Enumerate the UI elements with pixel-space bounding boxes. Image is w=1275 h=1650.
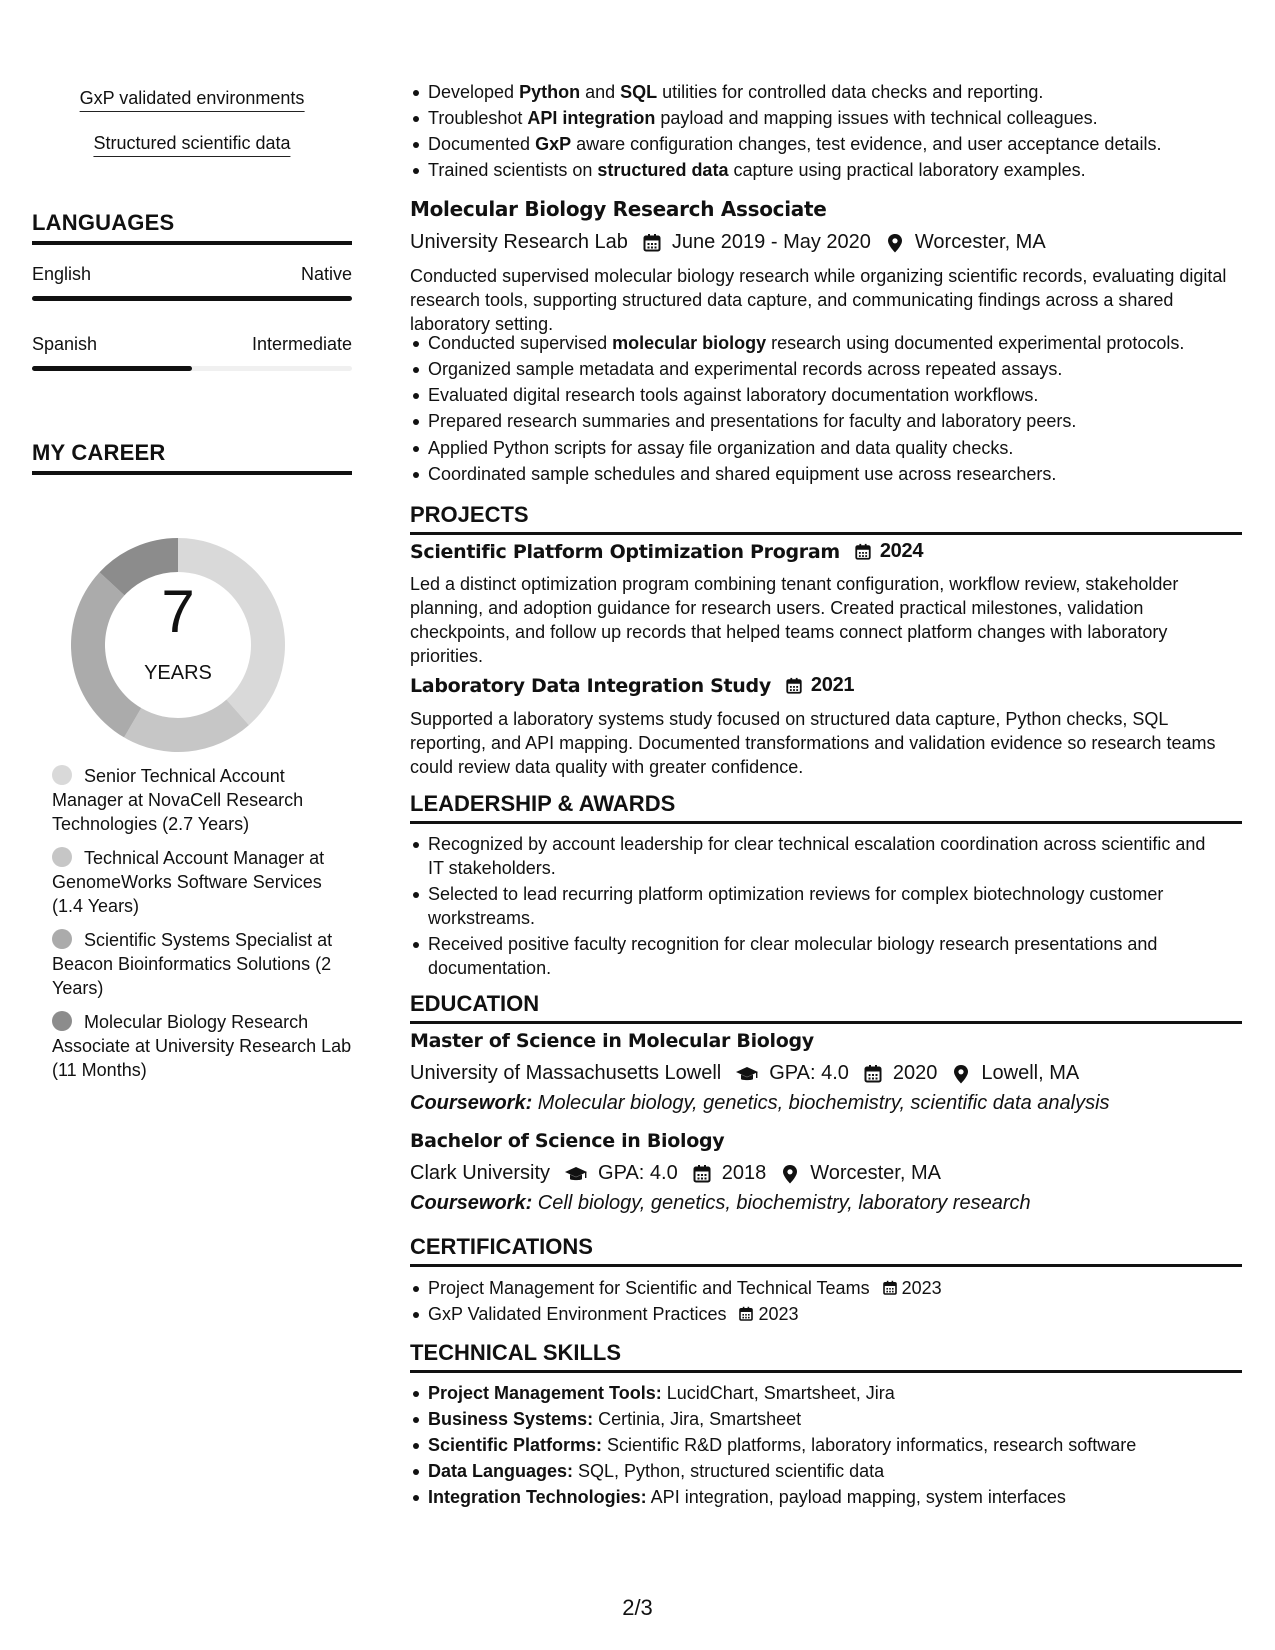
graduation-cap-icon — [564, 1164, 588, 1184]
skill-value: SQL, Python, structured scientific data — [573, 1461, 885, 1481]
list-item: Recognized by account leadership for clear technical escalation coordination across scientific and IT stakeholders. — [410, 832, 1210, 880]
calendar-icon — [882, 1280, 898, 1296]
education-meta — [410, 1062, 1079, 1085]
calendar-icon — [642, 233, 662, 253]
certification-year: 2023 — [901, 1278, 942, 1298]
job-dates: June 2019 - May 2020 — [671, 231, 871, 253]
graduation-year: 2020 — [892, 1062, 938, 1084]
list-item: Developed Python and SQL utilities for controlled data checks and reporting. — [410, 80, 1242, 104]
language-level: Intermediate — [251, 334, 352, 354]
list-item — [410, 1433, 1242, 1457]
language-name: English — [32, 264, 92, 284]
project-title — [410, 540, 923, 563]
language-proficiency-fill — [32, 296, 352, 301]
project-name: Scientific Platform Optimization Program — [410, 540, 840, 563]
career-total-unit: YEARS — [144, 662, 212, 684]
project-description: Led a distinct optimization program combining tenant configuration, workflow review, stakeholder planning, and adoption guidance for research users. Created practical milestones, validation checkpoints, and follow up records that helped teams connect platform changes with laboratory priorities. — [410, 574, 1179, 666]
skill-tag: GxP validated environments — [80, 88, 305, 112]
project-description: Supported a laboratory systems study focused on structured data capture, Python checks, SQL reporting, and API mapping. Documented transformations and validation evidence so research teams could review data quality with greater confidence. — [410, 709, 1216, 777]
certification-name: GxP Validated Environment Practices — [428, 1304, 727, 1324]
languages-heading: LANGUAGES — [32, 210, 352, 245]
calendar-icon — [738, 1306, 754, 1322]
career-donut-svg — [65, 532, 291, 758]
education-heading: EDUCATION — [410, 991, 1242, 1024]
list-item — [410, 1302, 1242, 1326]
legend-dot — [52, 929, 72, 949]
map-pin-icon — [951, 1064, 971, 1084]
list-item — [410, 1459, 1242, 1483]
career-legend-item — [52, 846, 352, 918]
career-legend-item — [52, 764, 352, 836]
skill-label: Business Systems: — [428, 1409, 594, 1429]
list-item: Applied Python scripts for assay file organization and data quality checks. — [410, 436, 1242, 460]
career-legend-text: Molecular Biology Research Associate at University Research Lab (11 Months) — [52, 1012, 352, 1080]
list-item: Evaluated digital research tools against laboratory documentation workflows. — [410, 383, 1242, 407]
calendar-icon — [854, 543, 872, 561]
career-donut-chart — [65, 532, 291, 758]
job-meta — [410, 231, 1046, 254]
coursework: Coursework: Cell biology, genetics, biochemistry, laboratory research — [410, 1192, 1031, 1214]
list-item — [410, 1381, 1242, 1405]
school-location: Worcester, MA — [810, 1162, 941, 1184]
list-item: Troubleshot API integration payload and mapping issues with technical colleagues. — [410, 106, 1242, 130]
job-bullets — [410, 331, 1242, 486]
job-title: Molecular Biology Research Associate — [410, 197, 827, 221]
projects-heading: PROJECTS — [410, 502, 1242, 535]
map-pin-icon — [885, 233, 905, 253]
leadership-heading: LEADERSHIP & AWARDS — [410, 791, 1242, 824]
education-meta — [410, 1162, 941, 1185]
list-item: Organized sample metadata and experimental records across repeated assays. — [410, 357, 1242, 381]
gpa: GPA: 4.0 — [769, 1062, 849, 1084]
list-item — [410, 1485, 1242, 1509]
coursework: Coursework: Molecular biology, genetics, biochemistry, scientific data analysis — [410, 1092, 1110, 1114]
list-item: Trained scientists on structured data capture using practical laboratory examples. — [410, 158, 1242, 182]
skill-label: Project Management Tools: — [428, 1383, 662, 1403]
job-location: Worcester, MA — [914, 231, 1046, 253]
previous-job-bullets — [410, 80, 1242, 182]
certifications-list — [410, 1276, 1242, 1326]
legend-dot — [52, 765, 72, 785]
career-heading: MY CAREER — [32, 440, 352, 475]
career-total-number: 7 — [161, 578, 195, 645]
list-item: Selected to lead recurring platform optimization reviews for complex biotechnology customer workstreams. — [410, 882, 1210, 930]
list-item: Documented GxP aware configuration changes, test evidence, and user acceptance details. — [410, 132, 1242, 156]
gpa: GPA: 4.0 — [598, 1162, 678, 1184]
job-summary: Conducted supervised molecular biology research while organizing scientific records, evaluating digital research tools, supporting structured data capture, and communicating findings across a shared laboratory setting. — [410, 266, 1227, 334]
project-name: Laboratory Data Integration Study — [410, 674, 771, 697]
skills-heading: TECHNICAL SKILLS — [410, 1340, 1242, 1373]
leadership-list — [410, 832, 1210, 980]
language-spanish — [32, 334, 352, 371]
language-proficiency-bar — [32, 366, 352, 371]
career-legend-text: Technical Account Manager at GenomeWorks Software Services (1.4 Years) — [52, 848, 325, 916]
language-name: Spanish — [32, 334, 98, 354]
project-year: 2024 — [879, 540, 924, 562]
list-item: Prepared research summaries and presentations for faculty and laboratory peers. — [410, 409, 1242, 433]
page-indicator: 2/3 — [622, 1595, 653, 1620]
language-level: Native — [300, 264, 352, 284]
career-legend-text: Senior Technical Account Manager at NovaCell Research Technologies (2.7 Years) — [52, 766, 304, 834]
certification-year: 2023 — [758, 1304, 799, 1324]
skill-label: Scientific Platforms: — [428, 1435, 603, 1455]
skill-value: LucidChart, Smartsheet, Jira — [661, 1383, 895, 1403]
skill-label: Integration Technologies: — [428, 1487, 647, 1507]
project-title — [410, 674, 854, 697]
calendar-icon — [863, 1064, 883, 1084]
calendar-icon — [785, 677, 803, 695]
skill-value: Certinia, Jira, Smartsheet — [593, 1409, 802, 1429]
degree-title: Master of Science in Molecular Biology — [410, 1030, 814, 1052]
school-name: University of Massachusetts Lowell — [410, 1062, 722, 1084]
graduation-cap-icon — [735, 1064, 759, 1084]
language-proficiency-fill — [32, 366, 192, 371]
graduation-year: 2018 — [721, 1162, 767, 1184]
language-english — [32, 264, 352, 301]
certifications-heading: CERTIFICATIONS — [410, 1234, 1242, 1267]
skill-label: Data Languages: — [428, 1461, 574, 1481]
school-name: Clark University — [410, 1162, 551, 1184]
legend-dot — [52, 847, 72, 867]
donut-segment-2 — [124, 700, 249, 752]
school-location: Lowell, MA — [981, 1062, 1080, 1084]
job-company: University Research Lab — [410, 231, 628, 253]
career-legend-item — [52, 928, 352, 1000]
career-legend-item — [52, 1010, 352, 1082]
degree-title: Bachelor of Science in Biology — [410, 1130, 725, 1152]
skills-list — [410, 1381, 1242, 1509]
calendar-icon — [692, 1164, 712, 1184]
language-proficiency-bar — [32, 296, 352, 301]
career-legend-text: Scientific Systems Specialist at Beacon Bioinformatics Solutions (2 Years) — [52, 930, 333, 998]
list-item — [410, 1407, 1242, 1431]
list-item — [410, 1276, 1242, 1300]
list-item: Coordinated sample schedules and shared equipment use across researchers. — [410, 462, 1242, 486]
skill-value: API integration, payload mapping, system interfaces — [646, 1487, 1066, 1507]
list-item: Received positive faculty recognition for clear molecular biology research presentations and documentation. — [410, 932, 1210, 980]
project-year: 2021 — [810, 674, 855, 696]
skill-tag: Structured scientific data — [93, 133, 290, 157]
list-item: Conducted supervised molecular biology research using documented experimental protocols. — [410, 331, 1242, 355]
legend-dot — [52, 1011, 72, 1031]
certification-name: Project Management for Scientific and Technical Teams — [428, 1278, 870, 1298]
map-pin-icon — [780, 1164, 800, 1184]
skill-value: Scientific R&D platforms, laboratory informatics, research software — [602, 1435, 1137, 1455]
